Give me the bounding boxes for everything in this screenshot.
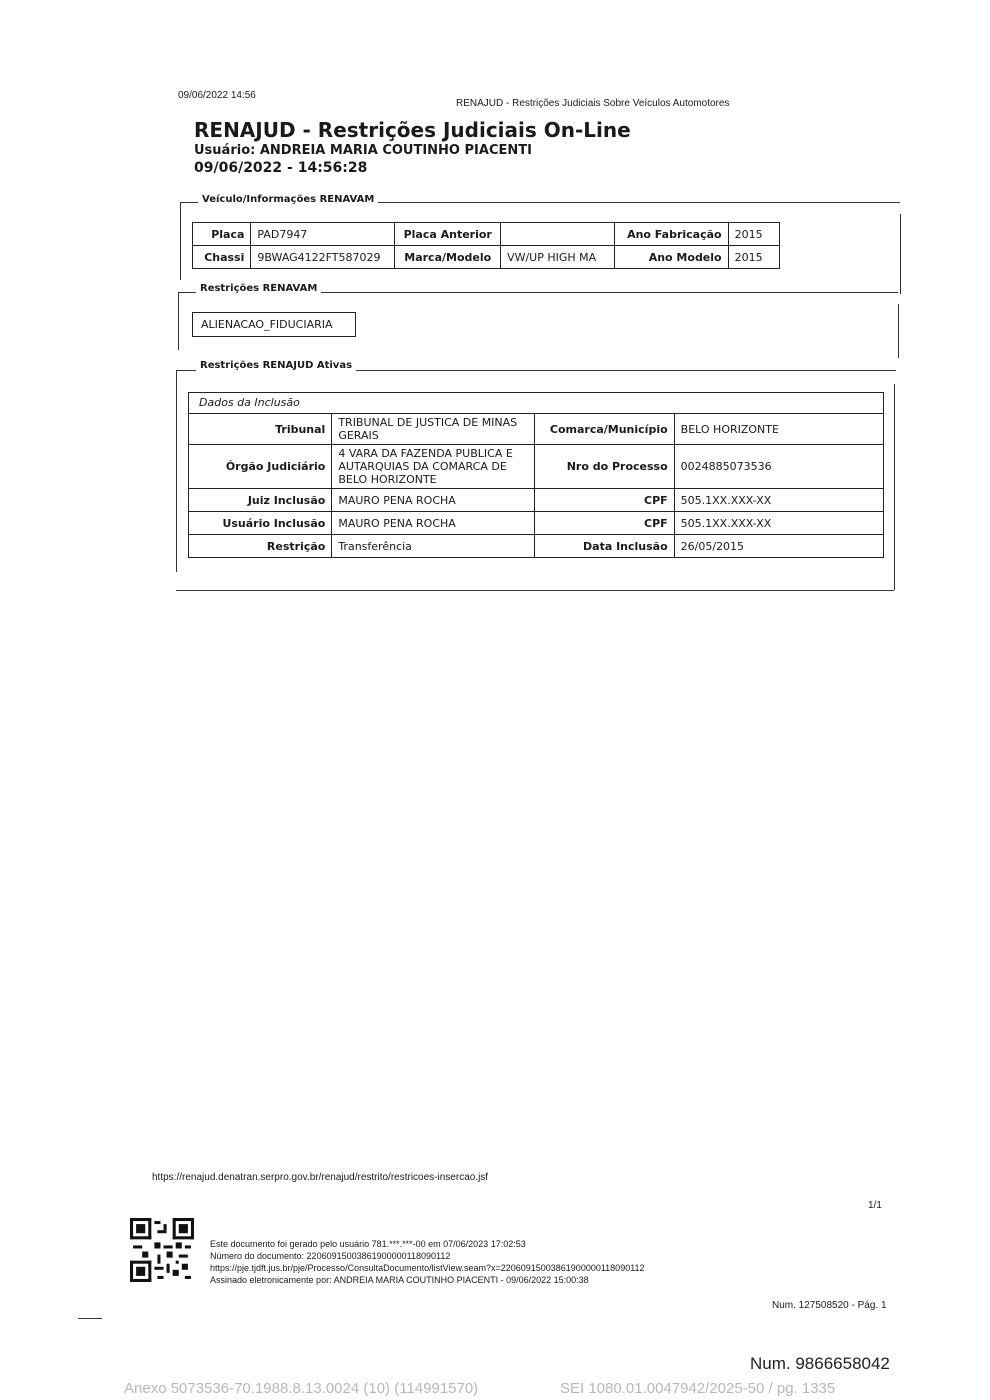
marca-modelo-label: Marca/Modelo	[395, 246, 501, 269]
data-inclusao-value: 26/05/2015	[674, 535, 883, 558]
sei-watermark: SEI 1080.01.0047942/2025-50 / pg. 1335	[560, 1380, 836, 1397]
placa-label: Placa	[193, 223, 251, 246]
placa-anterior-value	[501, 223, 615, 246]
orgao-label: Órgão Judiciário	[189, 445, 332, 489]
juiz-label: Juiz Inclusão	[189, 489, 332, 512]
annex-watermark: Anexo 5073536-70.1988.8.13.0024 (10) (114991570)	[124, 1380, 479, 1397]
tribunal-value: TRIBUNAL DE JUSTICA DE MINAS GERAIS	[332, 414, 535, 445]
renavam-restriction-box: ALIENACAO_FIDUCIARIA	[192, 312, 356, 337]
generation-line-2: Número do documento: 22060915003861900000118090112	[210, 1251, 451, 1261]
renajud-frame-right	[894, 384, 895, 590]
renajud-frame-bottom	[176, 590, 894, 591]
marca-modelo-value: VW/UP HIGH MA	[501, 246, 615, 269]
ano-modelo-value: 2015	[728, 246, 779, 269]
comarca-value: BELO HORIZONTE	[674, 414, 883, 445]
placa-anterior-label: Placa Anterior	[395, 223, 501, 246]
juiz-cpf-value: 505.1XX.XXX-XX	[674, 489, 883, 512]
print-page-title: RENAJUD - Restrições Judiciais Sobre Veículos Automotores	[456, 98, 730, 109]
usuario-label: Usuário Inclusão	[189, 512, 332, 535]
usuario-cpf-label: CPF	[535, 512, 674, 535]
margin-mark	[78, 1318, 102, 1319]
qr-code-icon	[130, 1218, 194, 1282]
renavam-frame-left	[178, 292, 179, 350]
print-timestamp: 09/06/2022 14:56	[178, 90, 256, 101]
renajud-subheader-box	[188, 392, 884, 413]
signature-line: Assinado eletronicamente por: ANDREIA MARIA COUTINHO PIACENTI - 09/06/2022 15:00:38	[210, 1275, 589, 1285]
restricao-value: Transferência	[332, 535, 535, 558]
generation-line-1: Este documento foi gerado pelo usuário 781.***.***-00 em 07/06/2023 17:02:53	[210, 1239, 526, 1249]
data-inclusao-label: Data Inclusão	[535, 535, 674, 558]
ano-modelo-label: Ano Modelo	[614, 246, 728, 269]
page-count: 1/1	[868, 1200, 882, 1211]
comarca-label: Comarca/Município	[535, 414, 674, 445]
renavam-frame-right	[898, 304, 899, 358]
doc-user: Usuário: ANDREIA MARIA COUTINHO PIACENTI	[194, 143, 532, 158]
chassi-label: Chassi	[193, 246, 251, 269]
renavam-section-label: Restrições RENAVAM	[196, 283, 321, 294]
vehicle-table	[192, 222, 780, 269]
vehicle-frame-left	[180, 202, 181, 280]
restricao-label: Restrição	[189, 535, 332, 558]
doc-datetime: 09/06/2022 - 14:56:28	[194, 160, 368, 176]
ano-fabricacao-value: 2015	[728, 223, 779, 246]
vehicle-section-label: Veículo/Informações RENAVAM	[198, 194, 378, 205]
renajud-subheader: Dados da Inclusão	[199, 396, 300, 409]
processo-value: 0024885073536	[674, 445, 883, 489]
processo-label: Nro do Processo	[535, 445, 674, 489]
tribunal-label: Tribunal	[189, 414, 332, 445]
document-number: Num. 127508520 - Pág. 1	[772, 1300, 887, 1311]
usuario-value: MAURO PENA ROCHA	[332, 512, 535, 535]
renajud-frame-left	[176, 370, 177, 572]
juiz-cpf-label: CPF	[535, 489, 674, 512]
doc-title: RENAJUD - Restrições Judiciais On-Line	[194, 118, 631, 142]
ano-fabricacao-label: Ano Fabricação	[614, 223, 728, 246]
generation-info	[210, 1238, 645, 1286]
renajud-table	[188, 413, 884, 558]
vehicle-frame-right	[900, 214, 901, 294]
usuario-cpf-value: 505.1XX.XXX-XX	[674, 512, 883, 535]
juiz-value: MAURO PENA ROCHA	[332, 489, 535, 512]
renajud-section-label: Restrições RENAJUD Ativas	[196, 360, 356, 371]
generation-link[interactable]: https://pje.tjdft.jus.br/pje/Processo/ConsultaDocumento/listView.seam?x=22060915003861900000118090112	[210, 1263, 645, 1273]
num-big: Num. 9866658042	[750, 1354, 890, 1373]
source-url: https://renajud.denatran.serpro.gov.br/renajud/restrito/restricoes-insercao.jsf	[152, 1172, 489, 1183]
placa-value: PAD7947	[251, 223, 395, 246]
orgao-value: 4 VARA DA FAZENDA PUBLICA E AUTARQUIAS DA COMARCA DE BELO HORIZONTE	[332, 445, 535, 489]
chassi-value: 9BWAG4122FT587029	[251, 246, 395, 269]
